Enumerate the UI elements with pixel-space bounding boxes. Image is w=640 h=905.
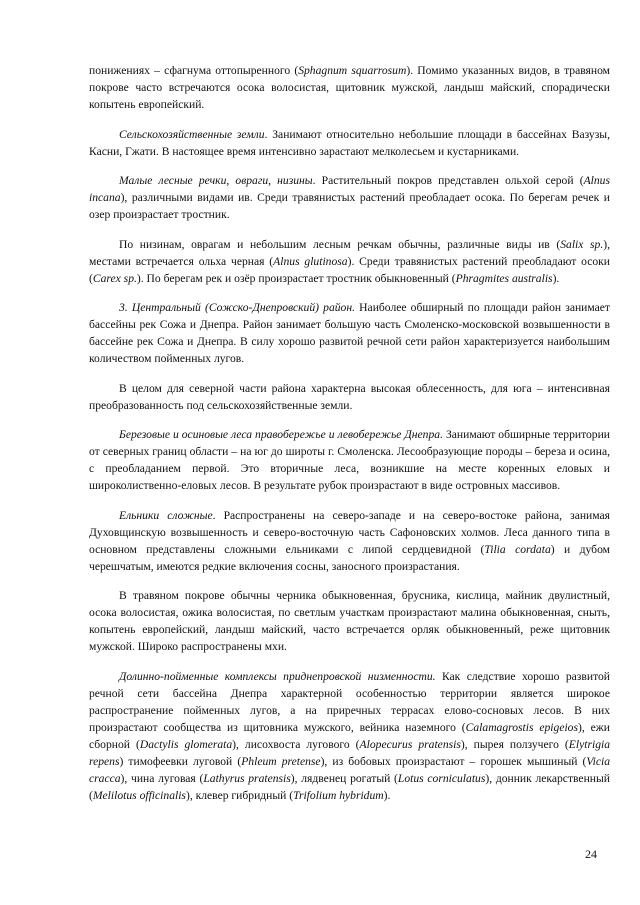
text-run: ), из бобовых произрастают – горошек мышиный ( (320, 754, 587, 768)
text-run: ). По берегам рек и озёр произрастает тростник обыкновенный ( (136, 271, 456, 285)
italic-text: Phragmites australis (455, 271, 553, 285)
italic-text: Phleum pretense (241, 754, 321, 768)
text-run: В травяном покрове обычны черника обыкновенная, брусника, кислица, майник двулистный, осока волосистая, ожика волосистая, по светлым участкам произрастают малина обыкновенная, сныть, копытень европейский, ландыш майский, часто встречается орляк обыкновенный, реже щитовник мужской. Широко распространены мхи. (89, 589, 610, 653)
text-run: ), пырея ползучего ( (460, 737, 569, 751)
italic-text: Elytrigia repens (89, 737, 611, 768)
text-run: ), клевер гибридный ( (185, 788, 294, 802)
italic-text: Ельники сложные (119, 508, 213, 522)
italic-text: Lotus corniculatus (397, 771, 486, 785)
italic-text: Dactylis glomerata (139, 737, 233, 751)
text-run: . Занимают относительно небольшие площади в бассейнах Вазузы, Касни, Гжати. В настоящее время интенсивно зарастают мелколесьем и кустарниками. (89, 127, 610, 158)
text-run: . Растительный покров представлен ольхой серой ( (312, 174, 584, 187)
text-run: Наиболее обширный по площади район занимает бассейны рек Сожа и Днепра. Район занимает большую часть Смоленско-московской возвышенности в бассейне рек Сожа и Днепра. В силу хорошо развитой речной сети район характеризуется наибольшим количеством пойменных лугов. (89, 301, 610, 365)
italic-text: Сельскохозяйственные земли (119, 127, 265, 141)
text-run: ) и дубом черешчатым, имеются редкие включения сосны, заносного произрастания. (89, 542, 610, 573)
page-number: 24 (585, 847, 597, 861)
text-run: ). Среди травянистых растений преобладают осоки ( (89, 254, 610, 285)
text-run: ), различными видами ив. Среди травянистых растений преобладает осока. По берегам речек и озер произрастает тростник. (89, 191, 610, 221)
text-run: ), донник лекарственный ( (89, 771, 610, 802)
text-run: ), лядвенец рогатый ( (290, 771, 398, 785)
text-run: понижениях – сфагнума оттопыренного ( (89, 64, 299, 77)
italic-text: Trifolium hybridum (293, 788, 384, 802)
text-run: . Распространены на северо-западе и на северо-востоке района, занимая Духовщинскую возвышенность и северо-восточную часть Сафоновских холмов. Леса данного типа в основном представлены сложными ельниками с липой сердцевидной ( (89, 508, 611, 556)
italic-text: Calamagrostis epigeios (465, 720, 578, 734)
italic-text: Березовые и осиновые леса правобережье и левобережье Днепра. (119, 428, 443, 441)
text-run: ). Помимо указанных видов, в травяном покрове часто встречаются осока волосистая, щитовник мужской, ландыш майский, спорадически копытень европейский. (89, 64, 611, 111)
italic-text: Melilotus officinalis (92, 788, 186, 802)
italic-text: Vicia cracca (89, 754, 610, 785)
text-run: ), чина луговая ( (120, 771, 204, 785)
italic-text: Alnus glutinosa (273, 254, 348, 268)
text-run: Занимают обширные территории от северных границ области – на юг до широты г. Смоленска. Лесообразующие породы – береза и осина, с преобладанием первой. Это вторичные леса, возникшие на месте коренных еловых и широколиственно-еловых лесов. В результате рубок произрастают в виде островных массивов. (89, 428, 610, 492)
italic-text: Tilia cordata (484, 542, 551, 556)
italic-text: Sphagnum squarrosum (298, 64, 407, 77)
italic-text: Lathyrus pratensis (203, 771, 291, 785)
italic-text: Carex sp. (92, 271, 137, 285)
text-run: ), лисохвоста лугового ( (232, 737, 360, 751)
text-run: ) тимофеевки луговой ( (119, 754, 242, 768)
paragraph (89, 126, 610, 160)
paragraph (89, 668, 610, 804)
paragraph (89, 236, 610, 287)
italic-text: Долинно-пойменные комплексы приднепровской низменности. (119, 669, 436, 683)
text-run: ). (383, 788, 391, 802)
text-run: В целом для северной части района характерна высокая облесенность, для юга – интенсивная преобразованность под сельскохозяйственные земли. (89, 381, 610, 412)
body-text (89, 62, 610, 816)
italic-text: Малые лесные речки, овраги, низины (119, 174, 313, 187)
text-run: ), местами встречается ольха черная ( (89, 237, 610, 268)
paragraph (89, 299, 610, 367)
paragraph (89, 507, 610, 575)
italic-text: Alnus incana (89, 174, 610, 204)
italic-text: Alopecurus pratensis (359, 737, 461, 751)
paragraph (89, 62, 610, 113)
paragraph (89, 172, 610, 223)
text-run: ). (552, 271, 560, 285)
text-run: Как следствие хорошо развитой речной сети бассейна Днепра характерной особенностью территории является широкое распространение пойменных лугов, а на приречных террасах елово-сосновых лесов. В них произрастают сообщества из щитовника мужского, вейника наземного ( (89, 669, 610, 734)
paragraph (89, 380, 610, 414)
paragraph (89, 426, 610, 494)
text-run: ), ежи сборной ( (89, 720, 610, 751)
italic-text: Salix sp. (560, 237, 604, 251)
italic-text: 3. Центральный (Сожско-Днепровский) район. (119, 301, 356, 314)
text-run: По низинам, оврагам и небольшим лесным речкам обычны, различные виды ив ( (119, 237, 561, 251)
paragraph (89, 587, 610, 655)
